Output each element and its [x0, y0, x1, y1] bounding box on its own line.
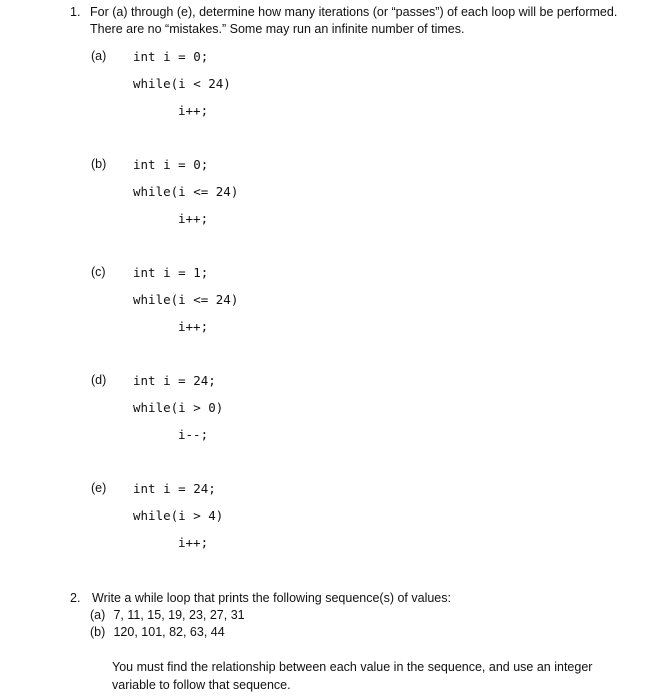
sequence-label: (b)	[90, 625, 106, 639]
part-label: (b)	[91, 157, 107, 171]
code-line-body: i++;	[178, 211, 209, 226]
question-1-text: For (a) through (e), determine how many iterations (or “passes”) of each loop will be performed. There are no “mistakes.” Some may run an infinite number of times.	[90, 5, 618, 36]
question-2-number: 2.	[70, 591, 81, 605]
question-1-number: 1.	[70, 5, 81, 19]
code-line-init: int i = 24;	[133, 373, 216, 388]
code-line-init: int i = 24;	[133, 481, 216, 496]
code-line-while: while(i < 24)	[133, 76, 231, 91]
code-line-while: while(i > 4)	[133, 508, 224, 523]
question-2-text: Write a while loop that prints the following sequence(s) of values:	[92, 591, 451, 605]
sequence-b	[90, 624, 225, 641]
part-label: (e)	[91, 481, 107, 495]
sequence-values: 7, 11, 15, 19, 23, 27, 31	[113, 608, 245, 622]
code-line-body: i--;	[178, 427, 209, 442]
code-line-init: int i = 0;	[133, 157, 209, 172]
part-label: (c)	[91, 265, 106, 279]
question-2	[70, 590, 630, 639]
part-label: (a)	[91, 49, 107, 63]
part-label: (d)	[91, 373, 107, 387]
sequence-a	[90, 607, 245, 624]
sequence-values: 120, 101, 82, 63, 44	[113, 625, 225, 639]
code-line-body: i++;	[178, 103, 209, 118]
code-line-init: int i = 0;	[133, 49, 209, 64]
code-line-while: while(i > 0)	[133, 400, 224, 415]
sequence-label: (a)	[90, 608, 106, 622]
question-2-note: You must find the relationship between each value in the sequence, and use an integer variable to follow that sequence.	[112, 660, 593, 692]
code-line-body: i++;	[178, 319, 209, 334]
question-1	[70, 4, 630, 38]
code-line-while: while(i <= 24)	[133, 292, 239, 307]
code-line-init: int i = 1;	[133, 265, 209, 280]
code-line-while: while(i <= 24)	[133, 184, 239, 199]
code-line-body: i++;	[178, 535, 209, 550]
